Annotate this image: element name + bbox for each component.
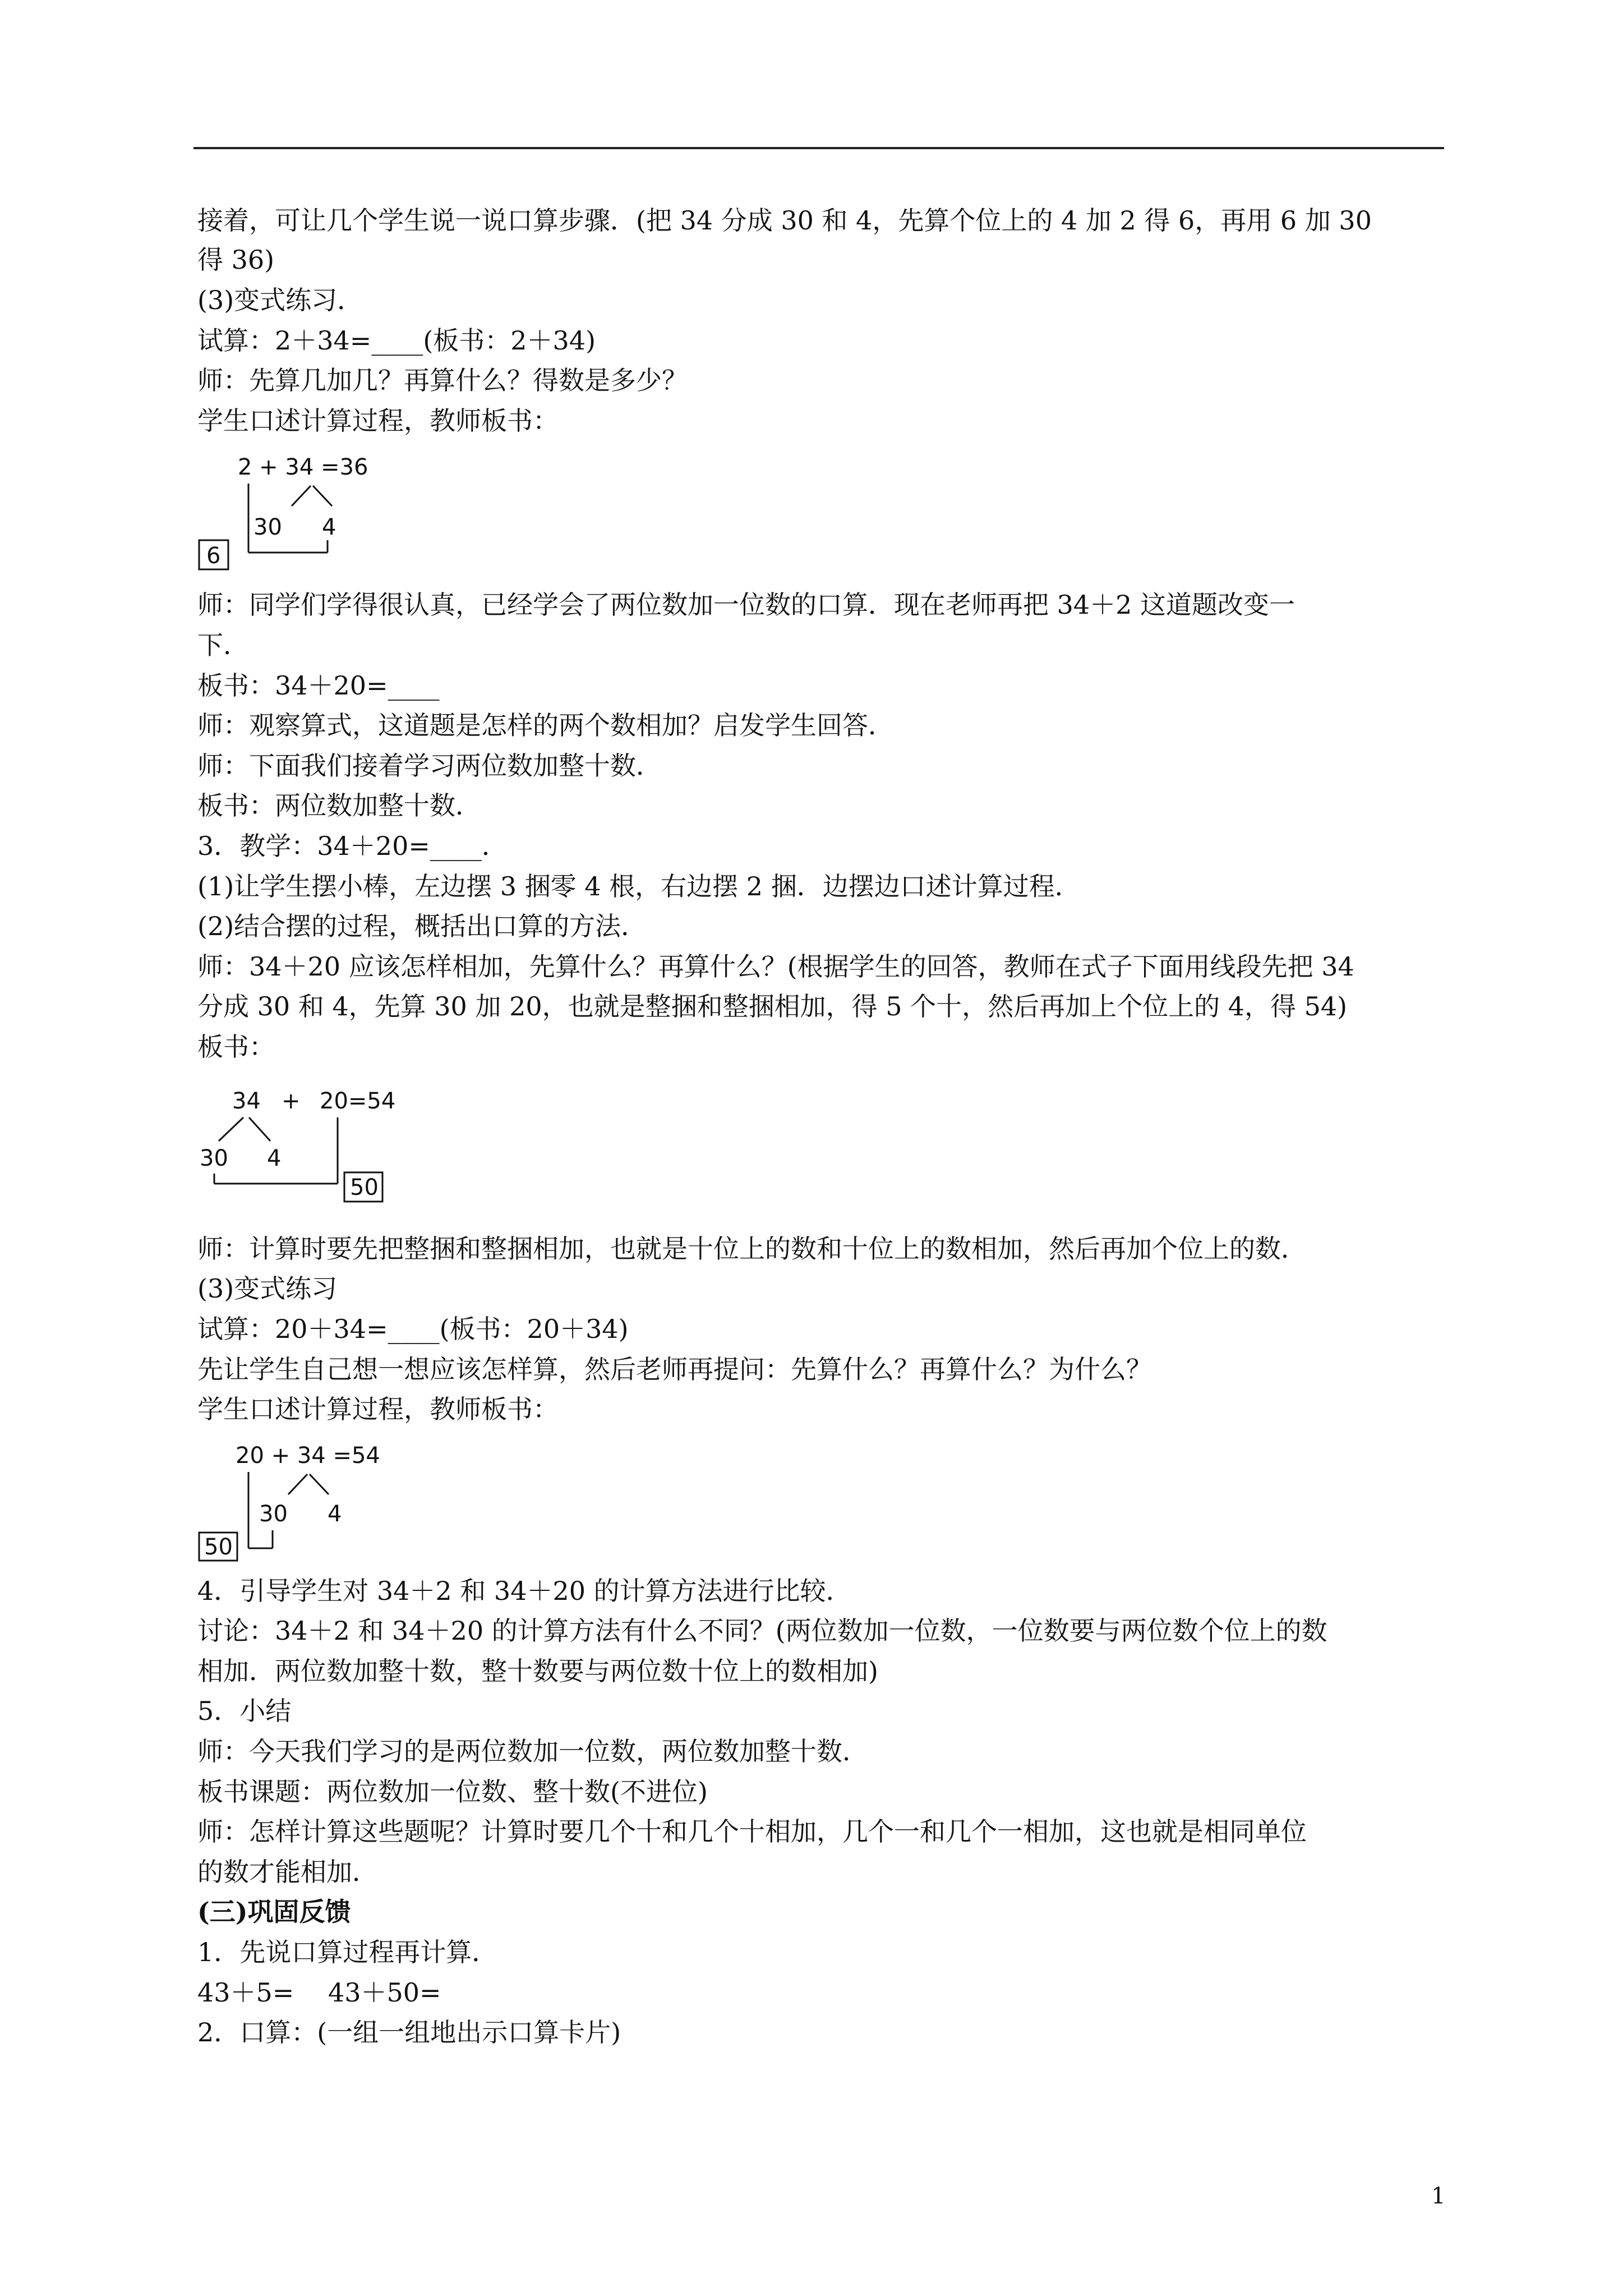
calc-diagram-2 bbox=[197, 1083, 422, 1217]
text-line: 板书：两位数加整十数． bbox=[197, 790, 481, 821]
text-line: 5．小结 bbox=[197, 1696, 292, 1726]
text-line: 2．口算：(一组一组地出示口算卡片) bbox=[197, 2017, 621, 2047]
text-line: 3．教学：34＋20=____． bbox=[197, 831, 508, 861]
diagram-expression-result: 20=54 bbox=[320, 1088, 396, 1114]
calc-diagram-1 bbox=[197, 448, 382, 577]
diagram-box-value: 50 bbox=[204, 1534, 233, 1560]
calc-diagram-3 bbox=[197, 1436, 388, 1565]
diagram-expression-operator: + bbox=[282, 1088, 301, 1114]
diagram-split-ones: 4 bbox=[328, 1501, 342, 1527]
text-line: 下． bbox=[197, 630, 249, 660]
text-line: 板书：34＋20=____ bbox=[197, 670, 440, 701]
text-line: 相加．两位数加整十数，整十数要与两位数十位上的数相加) bbox=[197, 1656, 878, 1686]
diagram-split-ones: 4 bbox=[322, 514, 336, 540]
text-line: (3)变式练习 bbox=[197, 1273, 338, 1304]
diagram-split-tens: 30 bbox=[253, 514, 282, 540]
text-line: 师：观察算式，这道题是怎样的两个数相加？启发学生回答． bbox=[197, 710, 894, 740]
section-heading: (三)巩固反馈 bbox=[197, 1897, 351, 1927]
diagram-box-value: 6 bbox=[206, 543, 221, 569]
text-line: (2)结合摆的过程，概括出口算的方法． bbox=[197, 911, 647, 941]
text-line: 板书： bbox=[197, 1032, 275, 1062]
text-line: 试算：20＋34=____(板书：20＋34) bbox=[197, 1314, 629, 1344]
text-line: (1)让学生摆小棒，左边摆 3 捆零 4 根，右边摆 2 捆．边摆边口述计算过程． bbox=[197, 871, 1081, 901]
text-line: 师：怎样计算这些题呢？计算时要几个十和几个十相加，几个一和几个一相加，这也就是相同单位 bbox=[197, 1816, 1307, 1847]
diagram-expression-addend: 34 bbox=[232, 1088, 261, 1114]
page-number: 1 bbox=[1431, 2183, 1446, 2209]
diagram-expression: 2 + 34 =36 bbox=[238, 454, 368, 480]
text-line: 板书课题：两位数加一位数、整十数(不进位) bbox=[197, 1777, 708, 1807]
text-line: 分成 30 和 4，先算 30 加 20，也就是整捆和整捆相加，得 5 个十，然后再加上个位上的 4，得 54) bbox=[197, 991, 1348, 1022]
diagram-expression: 20 + 34 =54 bbox=[236, 1443, 380, 1469]
diagram-split-ones: 4 bbox=[267, 1145, 282, 1171]
text-line: 的数才能相加． bbox=[197, 1857, 378, 1887]
text-line: 师：34＋20 应该怎样相加，先算什么？再算什么？(根据学生的回答，教师在式子下面用线段先把 34 bbox=[197, 951, 1354, 982]
text-line: 师：今天我们学习的是两位数加一位数，两位数加整十数． bbox=[197, 1736, 868, 1766]
text-line: 得 36) bbox=[197, 245, 275, 275]
diagram-split-tens: 30 bbox=[200, 1145, 228, 1171]
text-line: 试算：2＋34=____(板书：2＋34) bbox=[197, 325, 596, 356]
text-line: 讨论：34＋2 和 34＋20 的计算方法有什么不同？(两位数加一位数，一位数要与两位数个位上的数 bbox=[197, 1616, 1327, 1646]
text-line: 学生口述计算过程，教师板书： bbox=[197, 1394, 559, 1424]
text-line: 学生口述计算过程，教师板书： bbox=[197, 406, 559, 436]
text-line: 先让学生自己想一想应该怎样算，然后老师再提问：先算什么？再算什么？为什么？ bbox=[197, 1354, 1152, 1384]
text-line: 师：下面我们接着学习两位数加整十数． bbox=[197, 751, 662, 781]
text-line: 师：先算几加几？再算什么？得数是多少？ bbox=[197, 365, 688, 395]
text-line: 师：同学们学得很认真，已经学会了两位数加一位数的口算．现在老师再把 34＋2 这道题改变一 bbox=[197, 590, 1295, 620]
text-line: 师：计算时要先把整捆和整捆相加，也就是十位上的数和十位上的数相加，然后再加个位上的数． bbox=[197, 1234, 1307, 1264]
text-line: 43＋5= 43＋50= bbox=[197, 1977, 441, 2008]
diagram-split-tens: 30 bbox=[259, 1501, 288, 1527]
diagram-box-value: 50 bbox=[350, 1175, 379, 1200]
text-line: (3)变式练习． bbox=[197, 285, 363, 315]
text-line: 4．引导学生对 34＋2 和 34＋20 的计算方法进行比较． bbox=[197, 1576, 852, 1606]
text-line: 1．先说口算过程再计算． bbox=[197, 1937, 498, 1967]
header-rule bbox=[193, 147, 1444, 149]
text-line: 接着，可让几个学生说一说口算步骤．(把 34 分成 30 和 4，先算个位上的 4 加 2 得 6，再用 6 加 30 bbox=[197, 205, 1372, 236]
